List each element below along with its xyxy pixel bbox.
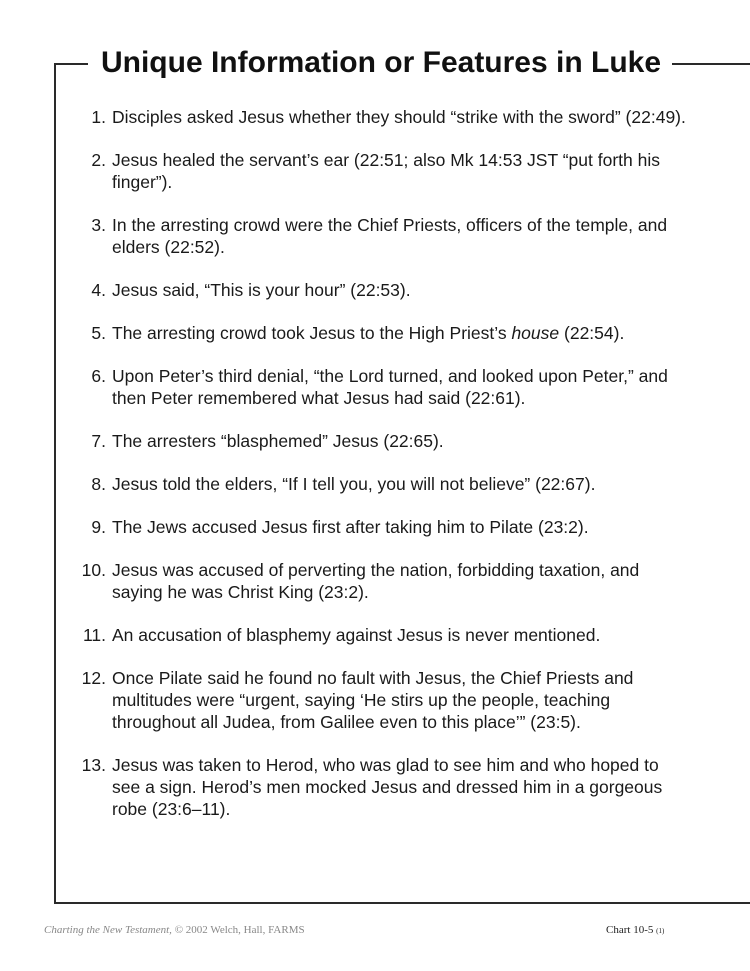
item-number: 8. (91, 474, 106, 494)
item-number: 5. (91, 323, 106, 343)
item-text: Jesus told the elders, “If I tell you, you will not believe” (22:67). (112, 474, 596, 494)
page-title: Unique Information or Features in Luke (100, 46, 662, 79)
item-number: 3. (91, 215, 106, 235)
item-number: 2. (91, 150, 106, 170)
item-number: 4. (91, 280, 106, 300)
chart-subnumber: (1) (656, 927, 665, 935)
item-text: Disciples asked Jesus whether they should “strike with the sword” (22:49). (112, 107, 686, 127)
frame-top-right-rule (672, 63, 750, 65)
item-text: In the arresting crowd were the Chief Priests, officers of the temple, and elders (22:52). (112, 215, 668, 257)
frame-top-left-rule (54, 63, 88, 65)
item-text: The Jews accused Jesus first after taking him to Pilate (23:2). (112, 517, 589, 537)
list-item (70, 430, 690, 452)
list-item (70, 106, 690, 128)
list-item (70, 754, 690, 820)
item-text: Upon Peter’s third denial, “the Lord turned, and looked upon Peter,” and then Peter remembered what Jesus had said (22:61). (112, 366, 668, 408)
item-text-after: (22:54). (559, 323, 625, 343)
list-item (70, 214, 690, 258)
item-text: Jesus was accused of perverting the nation, forbidding taxation, and saying he was Christ King (23:2). (112, 560, 640, 602)
chart-number: Chart 10-5 (606, 924, 654, 936)
frame-left-rule (54, 63, 56, 904)
item-text-before: The arresting crowd took Jesus to the High Priest’s (112, 323, 512, 343)
item-number: 12. (81, 668, 106, 688)
footer-credit (44, 924, 305, 936)
list-item (70, 624, 690, 646)
list-item (70, 322, 690, 344)
item-number: 10. (81, 560, 106, 580)
item-number: 1. (91, 107, 106, 127)
footer-credit-text: © 2002 Welch, Hall, FARMS (171, 924, 305, 936)
item-text: Jesus said, “This is your hour” (22:53). (112, 280, 411, 300)
item-text (112, 322, 690, 344)
item-number: 13. (81, 755, 106, 775)
item-text: An accusation of blasphemy against Jesus is never mentioned. (112, 625, 601, 645)
item-number: 9. (91, 517, 106, 537)
footer-chart-label (606, 924, 664, 936)
list-item (70, 667, 690, 733)
list-item (70, 473, 690, 495)
item-text: Jesus healed the servant’s ear (22:51; also Mk 14:53 JST “put forth his finger”). (112, 150, 660, 192)
item-number: 7. (91, 431, 106, 451)
footer-book-title: Charting the New Testament, (44, 924, 172, 936)
item-number: 6. (91, 366, 106, 386)
list-item (70, 149, 690, 193)
item-text-italic: house (511, 323, 560, 343)
frame-bottom-rule (54, 902, 750, 904)
list-item (70, 279, 690, 301)
item-text: The arresters “blasphemed” Jesus (22:65). (112, 431, 444, 451)
item-text: Once Pilate said he found no fault with Jesus, the Chief Priests and multitudes were “urgent, saying ‘He stirs up the people, teaching throughout all Judea, from Galilee even to this place’” (23:5). (112, 668, 634, 732)
item-number: 11. (82, 625, 106, 645)
list-item (70, 516, 690, 538)
item-list (70, 106, 690, 841)
list-item (70, 559, 690, 603)
list-item (70, 365, 690, 409)
item-text: Jesus was taken to Herod, who was glad to see him and who hoped to see a sign. Herod’s men mocked Jesus and dressed him in a gorgeous robe (23:6–11). (112, 755, 663, 819)
